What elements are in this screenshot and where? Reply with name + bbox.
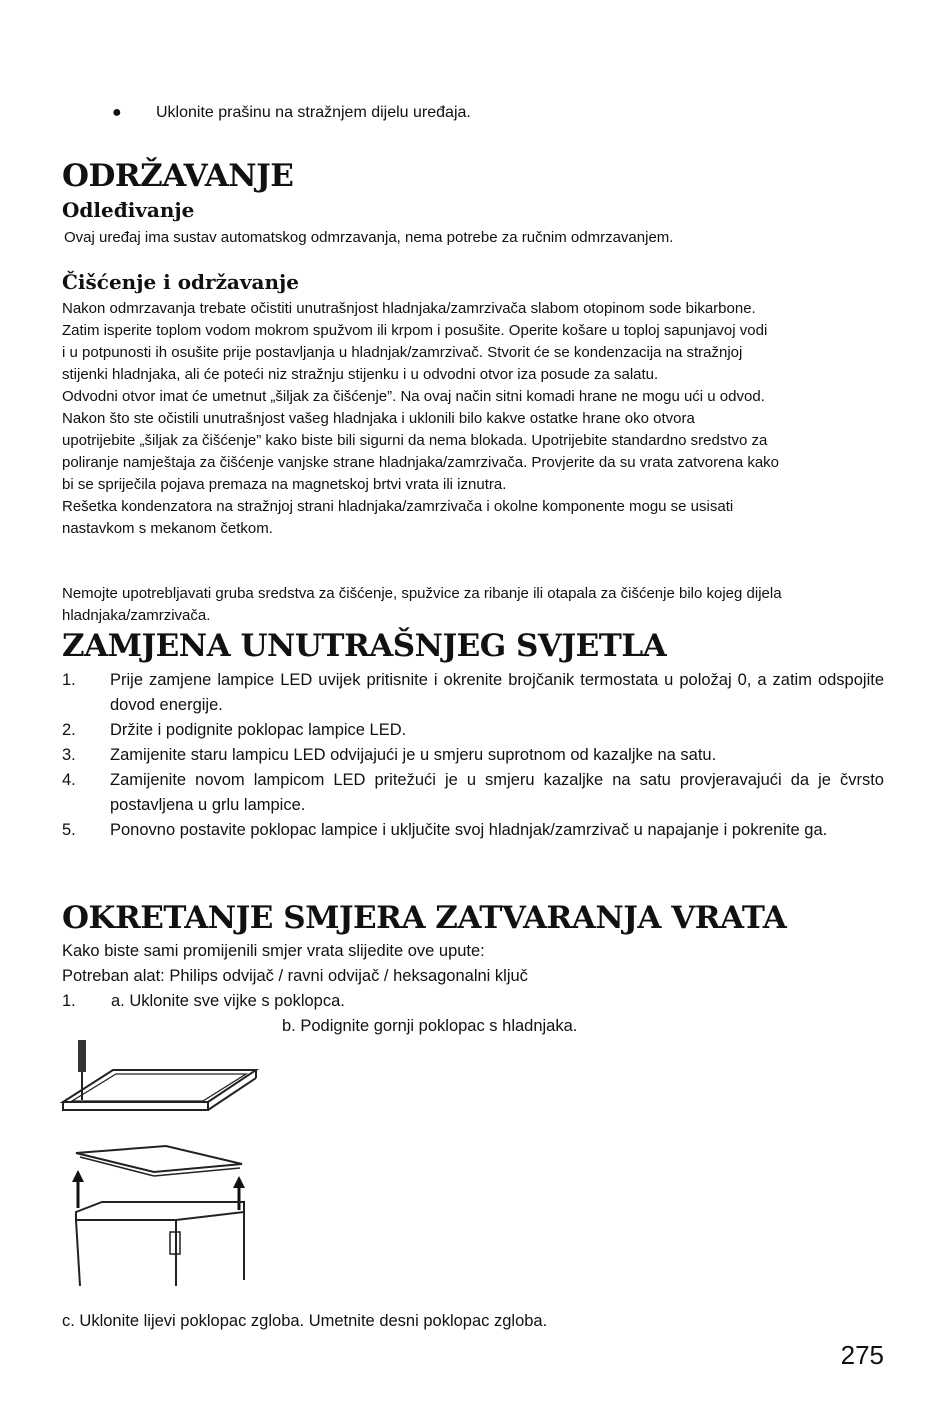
cover-screwdriver-illustration [58, 1038, 268, 1126]
defrost-text: Ovaj uređaj ima sustav automatskog odmrzavanja, nema potrebe za ručnim odmrzavanjem. [64, 229, 674, 246]
cleaning-line: upotrijebite „šiljak za čišćenje” kako biste bili sigurni da nema blokada. Upotrijebite standardno sredstvo za [62, 432, 768, 449]
cleaning-line: stijenki hladnjaka, ali će poteći niz stražnju stijenku i u odvodni otvor iza posude za salatu. [62, 366, 659, 383]
cleaning-paragraph [62, 298, 892, 540]
warning-paragraph [62, 583, 892, 627]
step-text: Zamijenite novom lampicom LED pritežući je u smjeru kazaljke na satu provjeravajući da je čvrsto postavljena u grlu lampice. [110, 771, 884, 814]
step-number: 2. [62, 721, 76, 739]
light-step [62, 668, 884, 718]
step-number: 1. [62, 671, 76, 689]
lift-cover-illustration [58, 1140, 258, 1288]
bullet-text: Uklonite prašinu na stražnjem dijelu uređaja. [156, 104, 471, 121]
step-number: 3. [62, 746, 76, 764]
step-text: Držite i podignite poklopac lampice LED. [110, 721, 407, 739]
light-step [62, 718, 884, 743]
step-text: Prije zamjene lampice LED uvijek pritisnite i okrenite brojčanik termostata u položaj 0, a zatim odspojite dovod energije. [110, 671, 884, 714]
cleaning-line: Rešetka kondenzatora na stražnjoj strani hladnjaka/zamrzivača i okolne komponente mogu se usisati [62, 498, 734, 515]
bullet-icon: ● [112, 104, 122, 121]
light-step [62, 768, 884, 818]
step-number: 5. [62, 821, 76, 839]
cleaning-line: bi se spriječila pojava premaza na magnetskoj brtvi vrata ili iznutra. [62, 476, 507, 493]
cleaning-line: nastavkom s mekanom četkom. [62, 520, 273, 537]
cleaning-line: Zatim isperite toplom vodom mokrom spužvom ili krpom i posušite. Operite košare u toploj sapunjavoj vodi [62, 322, 768, 339]
step-text: Ponovno postavite poklopac lampice i uključite svoj hladnjak/zamrzivač u napajanje i pokrenite ga. [110, 821, 828, 839]
light-step [62, 743, 884, 768]
page-number: 275 [840, 1340, 884, 1370]
cleaning-line: Odvodni otvor imat će umetnut „šiljak za čišćenje”. Na ovaj način sitni komadi hrane ne mogu ući u odvod. [62, 388, 765, 405]
light-steps-list [62, 668, 884, 843]
cleaning-line: Nakon odmrzavanja trebate očistiti unutrašnjost hladnjaka/zamrzivača slabom otopinom sode bikarbone. [62, 300, 756, 317]
bullet-item [112, 104, 471, 122]
door-step-c: c. Uklonite lijevi poklopac zgloba. Umetnite desni poklopac zgloba. [62, 1312, 548, 1330]
warning-line: Nemojte upotrebljavati gruba sredstva za čišćenje, spužvice za ribanje ili otapala za čišćenje bilo kojeg dijela [62, 585, 782, 602]
door-step-b: b. Podignite gornji poklopac s hladnjaka. [282, 1017, 578, 1035]
step-number: 4. [62, 771, 76, 789]
cleaning-line: Nakon što ste očistili unutrašnjost vašeg hladnjaka i uklonili bilo kakve ostatke hrane oko otvora [62, 410, 695, 427]
door-tools: Potreban alat: Philips odvijač / ravni odvijač / heksagonalni ključ [62, 967, 528, 985]
door-step-a: a. Uklonite sve vijke s poklopca. [111, 992, 345, 1010]
step-text: Zamijenite staru lampicu LED odvijajući je u smjeru suprotnom od kazaljke na satu. [110, 746, 717, 764]
maintenance-heading: ODRŽAVANJE [62, 158, 294, 194]
door-step-number: 1. [62, 992, 76, 1010]
defrost-heading: Odleđivanje [62, 198, 195, 222]
light-heading: ZAMJENA UNUTRAŠNJEG SVJETLA [62, 628, 667, 664]
door-heading: OKRETANJE SMJERA ZATVARANJA VRATA [62, 900, 787, 936]
light-step [62, 818, 884, 843]
cleaning-line: poliranje namještaja za čišćenje vanjske strane hladnjaka/zamrzivača. Provjerite da su vrata zatvorena kako [62, 454, 780, 471]
warning-line: hladnjaka/zamrzivača. [62, 607, 211, 624]
door-intro: Kako biste sami promijenili smjer vrata slijedite ove upute: [62, 942, 485, 960]
cleaning-line: i u potpunosti ih osušite prije postavljanja u hladnjak/zamrzivač. Stvorit će se kondenzacija na stražnjoj [62, 344, 743, 361]
cleaning-heading: Čišćenje i održavanje [62, 270, 299, 294]
